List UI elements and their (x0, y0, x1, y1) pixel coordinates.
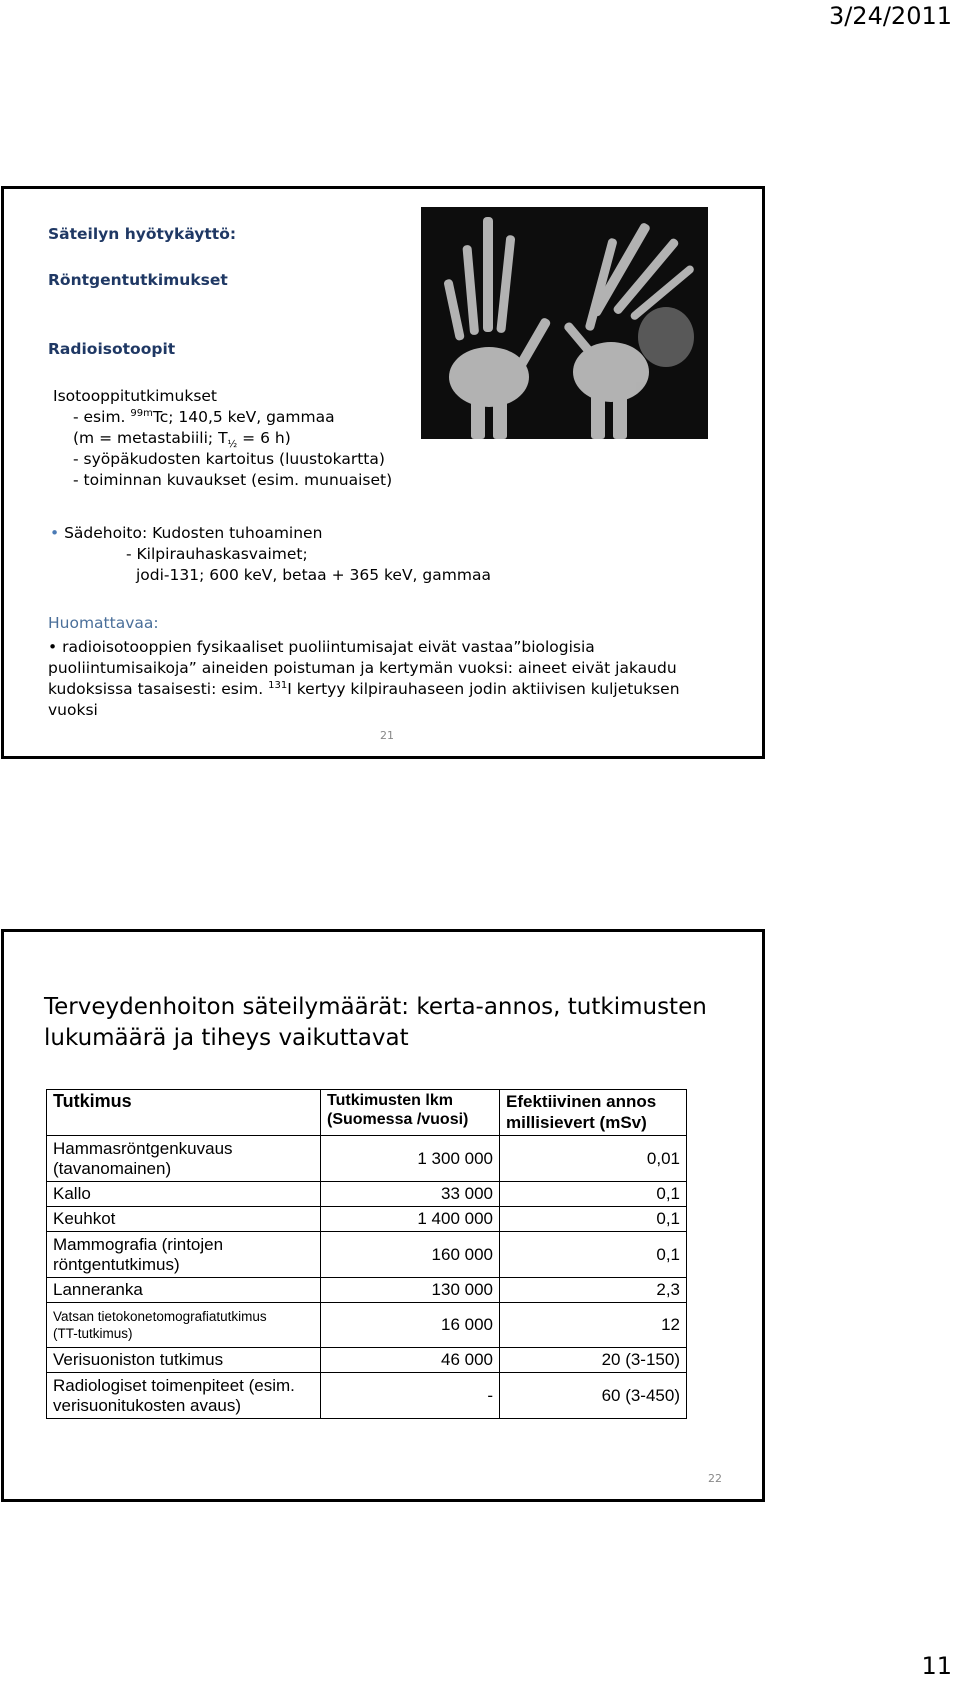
table-row (47, 1136, 687, 1182)
table-cell: 160 000 (321, 1232, 500, 1278)
table-cell: 12 (500, 1303, 687, 1348)
slide-number: 22 (708, 1472, 722, 1485)
isotope-title: Isotooppitutkimukset (53, 387, 218, 405)
radiotherapy-line-3: jodi-131; 600 keV, betaa + 365 keV, gammaa (136, 566, 491, 584)
slide1-heading-2: Röntgentutkimukset (48, 271, 228, 289)
table-cell: 1 300 000 (321, 1136, 500, 1182)
table-cell: Hammasröntgenkuvaus (tavanomainen) (47, 1136, 321, 1182)
isotope-line-2: (m = metastabiili; $T_{\frac{1}{2}} = 6$ h) (73, 429, 291, 451)
table-row (47, 1207, 687, 1232)
table-cell: Radiologiset toimenpiteet (esim. verisuonitukosten avaus) (47, 1373, 321, 1419)
isotope-line-3: - syöpäkudosten kartoitus (luustokartta) (73, 450, 385, 468)
slide2-title-line-2: lukumäärä ja tiheys vaikuttavat (44, 1025, 409, 1051)
table-cell: 16 000 (321, 1303, 500, 1348)
table-cell: Vatsan tietokonetomografiatutkimus (TT-tutkimus) (47, 1303, 321, 1348)
note-text (48, 637, 748, 721)
note-line-3: kudoksissa tasaisesti: esim. $^{131}$I kertyy kilpirauhaseen jodin aktiivisen kuljetuksen (48, 679, 680, 698)
table-cell: 0,1 (500, 1182, 687, 1207)
table-cell: 0,1 (500, 1232, 687, 1278)
table-cell: 46 000 (321, 1348, 500, 1373)
table-row (47, 1182, 687, 1207)
table-row (47, 1278, 687, 1303)
note-title: Huomattavaa: (48, 614, 159, 632)
note-line-4: vuoksi (48, 701, 98, 719)
radiotherapy-line-2: - Kilpirauhaskasvaimet; (126, 545, 308, 563)
table-cell: 20 (3-150) (500, 1348, 687, 1373)
table-row (47, 1232, 687, 1278)
table-cell: Verisuoniston tutkimus (47, 1348, 321, 1373)
slide1-heading-1: Säteilyn hyötykäyttö: (48, 225, 237, 243)
table-cell: Kallo (47, 1182, 321, 1207)
column-header: Efektiivinen annos millisievert (mSv) (500, 1090, 687, 1136)
table-row (47, 1303, 687, 1348)
slide-number: 21 (380, 729, 394, 742)
slide2-title-line-1: Terveydenhoiton säteilymäärät: kerta-annos, tutkimusten (44, 994, 707, 1020)
table-cell: 0,01 (500, 1136, 687, 1182)
note-line-2: puoliintumisaikoja” aineiden poistuman ja kertymän vuoksi: aineet eivät jakaudu (48, 659, 677, 677)
table-header-row (47, 1090, 687, 1136)
table-cell: 1 400 000 (321, 1207, 500, 1232)
radiotherapy-line-1: • Sädehoito: Kudosten tuhoaminen (50, 524, 323, 542)
table-row (47, 1348, 687, 1373)
table-row (47, 1373, 687, 1419)
hand-xray-image (421, 207, 708, 439)
column-header: Tutkimusten lkm (Suomessa /vuosi) (321, 1090, 500, 1136)
slide2-title (44, 992, 707, 1054)
note-line-1: • radioisotooppien fysikaaliset puoliintumisajat eivät vastaa”biologisia (48, 638, 595, 656)
table-cell: 60 (3-450) (500, 1373, 687, 1419)
isotope-line-4: - toiminnan kuvaukset (esim. munuaiset) (73, 471, 393, 489)
table-cell: 33 000 (321, 1182, 500, 1207)
radiation-dose-table (46, 1089, 687, 1419)
isotope-line-1: - esim. $^{99m}$Tc; 140,5 keV, gammaa (73, 407, 335, 426)
table-cell: Keuhkot (47, 1207, 321, 1232)
slide-22 (1, 929, 765, 1502)
table-cell: 130 000 (321, 1278, 500, 1303)
column-header: Tutkimus (47, 1090, 321, 1136)
table-cell: - (321, 1373, 500, 1419)
table-cell: Lanneranka (47, 1278, 321, 1303)
table-cell: Mammografia (rintojen röntgentutkimus) (47, 1232, 321, 1278)
bullet-icon: • (50, 524, 60, 542)
isotope-section (53, 386, 392, 491)
table-cell: 0,1 (500, 1207, 687, 1232)
table-cell: 2,3 (500, 1278, 687, 1303)
page-number: 11 (921, 1652, 952, 1680)
radiotherapy-section (50, 523, 491, 586)
slide1-heading-3: Radioisotoopit (48, 340, 176, 358)
print-date: 3/24/2011 (828, 2, 952, 30)
slide-21 (1, 186, 765, 759)
